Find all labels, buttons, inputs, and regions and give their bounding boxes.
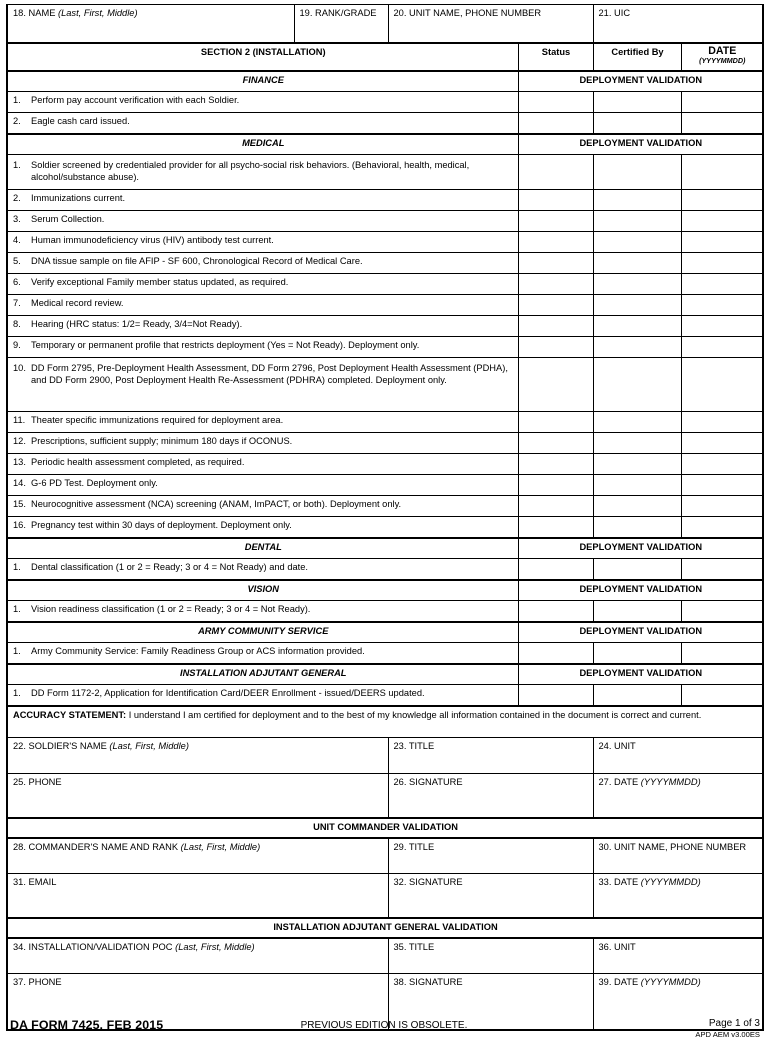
status-cell[interactable] [518,92,593,113]
group-header-dental [7,538,763,559]
field-34-hint: (Last, First, Middle) [175,941,255,952]
field-24-unit[interactable] [593,738,763,774]
certified-by-cell[interactable] [593,232,681,253]
item-number: 9. [13,340,21,350]
field-29-title[interactable] [388,838,593,874]
group-label-vision: VISION [7,580,518,601]
field-35-title[interactable] [388,938,593,974]
field-27-label: DATE [614,777,639,787]
accuracy-statement-label: ACCURACY STATEMENT: [13,709,127,720]
table-row [7,601,763,622]
table-row [7,454,763,475]
date-cell[interactable] [681,412,763,433]
item-medical-2 [7,190,518,211]
certified-by-cell[interactable] [593,454,681,475]
item-text: DD Form 2795, Pre-Deployment Health Assessment, DD Form 2796, Post Deployment Health Assessment (PDHA), and DD Form 2900, Post Deployment Health Re-Assessment (PDHRA) completed. Deployment only. [31,363,508,386]
table-row [7,113,763,134]
field-28-hint: (Last, First, Middle) [180,841,261,852]
group-label-iag: INSTALLATION ADJUTANT GENERAL [7,664,518,685]
date-cell[interactable] [681,517,763,538]
field-31-label: EMAIL [28,877,57,887]
date-cell[interactable] [681,274,763,295]
table-row [7,685,763,706]
item-text: Dental classification (1 or 2 = Ready; 3 or 4 = Not Ready) and date. [31,562,308,572]
field-32-label: SIGNATURE [409,877,463,887]
soldier-block-row-2 [7,774,763,818]
apd-version: APD AEM v3.00ES [695,1030,760,1039]
item-number: 7. [13,298,21,308]
accuracy-statement [7,706,763,738]
item-number: 2. [13,193,21,203]
status-cell[interactable] [518,253,593,274]
item-text: Perform pay account verification with each Soldier. [31,95,240,105]
field-18-label: NAME [28,8,56,18]
field-24-number: 24. [598,741,612,751]
field-26-label: SIGNATURE [409,777,463,787]
page-number: Page 1 of 3 [708,1018,760,1029]
status-cell[interactable] [518,316,593,337]
date-cell[interactable] [681,316,763,337]
field-33-date[interactable] [593,874,763,918]
group-label-acs: ARMY COMMUNITY SERVICE [7,622,518,643]
item-medical-3 [7,211,518,232]
field-18-name[interactable] [7,5,294,43]
section-title: SECTION 2 (INSTALLATION) [7,43,518,71]
accuracy-statement-text: I understand I am certified for deployment and to the best of my knowledge all information contained in the document is correct and current. [128,709,702,720]
item-text: Hearing (HRC status: 1/2= Ready, 3/4=Not Ready). [31,319,243,329]
certified-by-cell[interactable] [593,211,681,232]
item-number: 12. [13,436,26,446]
deployment-validation-iag: DEPLOYMENT VALIDATION [518,664,763,685]
field-33-number: 33. [598,877,612,887]
item-medical-16 [7,517,518,538]
deployment-validation-acs: DEPLOYMENT VALIDATION [518,622,763,643]
item-text: Soldier screened by credentialed provider for all psycho-social risk behaviors. (Behavioral, health, medical, alcohol/substance abuse). [31,160,470,183]
table-row [7,412,763,433]
item-medical-1 [7,155,518,190]
item-number: 14. [13,478,26,488]
status-cell[interactable] [518,433,593,454]
item-text: Human immunodeficiency virus (HIV) antibody test current. [31,235,274,245]
group-label-finance: FINANCE [7,71,518,92]
date-cell[interactable] [681,295,763,316]
item-number: 13. [13,457,26,467]
item-text: Army Community Service: Family Readiness Group or ACS information provided. [31,646,365,656]
table-row [7,559,763,580]
status-cell[interactable] [518,358,593,412]
status-cell[interactable] [518,496,593,517]
soldier-block-row-1 [7,738,763,774]
status-cell[interactable] [518,337,593,358]
certified-by-cell[interactable] [593,643,681,664]
field-34-number: 34. [13,941,26,952]
field-21-label: UIC [614,8,631,18]
item-iag-1 [7,685,518,706]
field-36-label: UNIT [614,941,636,952]
commander-block-row-1 [7,838,763,874]
field-23-title[interactable] [388,738,593,774]
item-finance-2 [7,113,518,134]
item-number: 10. [13,363,26,373]
status-cell[interactable] [518,211,593,232]
group-header-iag [7,664,763,685]
field-38-label: SIGNATURE [409,977,463,987]
date-cell[interactable] [681,601,763,622]
date-cell[interactable] [681,475,763,496]
field-26-number: 26. [393,777,407,787]
table-row [7,337,763,358]
item-text: Vision readiness classification (1 or 2 = Ready; 3 or 4 = Not Ready). [31,604,311,614]
commander-block-row-2 [7,874,763,918]
certified-by-cell[interactable] [593,155,681,190]
field-28-number: 28. [13,841,26,852]
commander-band-row [7,818,763,838]
previous-edition-notice: PREVIOUS EDITION IS OBSOLETE. [300,1020,468,1031]
item-number: 8. [13,319,21,329]
field-36-number: 36. [598,941,612,952]
field-25-phone[interactable] [7,774,388,818]
status-cell[interactable] [518,559,593,580]
item-medical-13 [7,454,518,475]
item-text: Prescriptions, sufficient supply; minimum 180 days if OCONUS. [31,436,293,446]
group-header-finance [7,71,763,92]
status-cell[interactable] [518,475,593,496]
field-28-label: COMMANDER'S NAME AND RANK [28,841,179,852]
field-36-unit[interactable] [593,938,763,974]
field-32-number: 32. [393,877,407,887]
field-39-label: DATE [614,977,639,987]
status-cell[interactable] [518,685,593,706]
table-row [7,475,763,496]
group-label-dental: DENTAL [7,538,518,559]
field-21-uic[interactable] [593,5,763,43]
table-row [7,643,763,664]
item-text: Medical record review. [31,298,124,308]
item-text: Neurocognitive assessment (NCA) screening (ANAM, ImPACT, or both). Deployment only. [31,499,402,509]
field-26-signature[interactable] [388,774,593,818]
certified-by-cell[interactable] [593,517,681,538]
field-23-number: 23. [393,741,407,751]
page-footer [6,1018,762,1052]
group-header-acs [7,622,763,643]
deployment-validation-dental: DEPLOYMENT VALIDATION [518,538,763,559]
certified-by-cell[interactable] [593,475,681,496]
certified-by-cell[interactable] [593,337,681,358]
group-label-medical: MEDICAL [7,134,518,155]
date-cell[interactable] [681,113,763,134]
accuracy-statement-row [7,706,763,738]
certified-by-cell[interactable] [593,295,681,316]
item-text: G-6 PD Test. Deployment only. [31,478,158,488]
column-header-date [681,43,763,71]
item-medical-15 [7,496,518,517]
status-cell[interactable] [518,155,593,190]
certified-by-cell[interactable] [593,601,681,622]
item-text: Periodic health assessment completed, as required. [31,457,245,467]
status-cell[interactable] [518,295,593,316]
date-cell[interactable] [681,454,763,475]
item-medical-12 [7,433,518,454]
date-cell[interactable] [681,92,763,113]
table-row [7,496,763,517]
certified-by-cell[interactable] [593,685,681,706]
table-row [7,253,763,274]
footer-right [695,1018,760,1039]
field-18-number: 18. [13,8,26,18]
item-number: 1. [13,160,21,170]
item-medical-8 [7,316,518,337]
item-text: Immunizations current. [31,193,126,203]
status-cell[interactable] [518,454,593,475]
column-header-status: Status [518,43,593,71]
certified-by-cell[interactable] [593,92,681,113]
item-number: 11. [13,415,26,425]
field-37-label: PHONE [28,977,62,987]
field-18-hint: (Last, First, Middle) [58,8,138,18]
deployment-validation-medical: DEPLOYMENT VALIDATION [518,134,763,155]
item-text: Theater specific immunizations required for deployment area. [31,415,284,425]
item-number: 4. [13,235,21,245]
certified-by-cell[interactable] [593,113,681,134]
item-number: 3. [13,214,21,224]
certified-by-cell[interactable] [593,358,681,412]
status-cell[interactable] [518,274,593,295]
form-identifier: DA FORM 7425, FEB 2015 [10,1018,164,1032]
status-cell[interactable] [518,190,593,211]
item-finance-1 [7,92,518,113]
item-text: DNA tissue sample on file AFIP - SF 600, Chronological Record of Medical Care. [31,256,363,266]
field-21-number: 21. [598,8,612,18]
item-number: 6. [13,277,21,287]
status-cell[interactable] [518,232,593,253]
field-29-label: TITLE [408,841,435,852]
iag-band-row [7,918,763,938]
certified-by-cell[interactable] [593,190,681,211]
field-39-hint: (YYYYMMDD) [640,977,701,987]
table-row [7,211,763,232]
field-19-rank-grade[interactable] [294,5,388,43]
item-number: 1. [13,562,21,572]
date-cell[interactable] [681,559,763,580]
item-medical-6 [7,274,518,295]
certified-by-cell[interactable] [593,559,681,580]
field-33-hint: (YYYYMMDD) [640,877,701,887]
status-cell[interactable] [518,412,593,433]
field-25-number: 25. [13,777,26,787]
item-number: 1. [13,604,21,614]
item-dental-1 [7,559,518,580]
field-30-number: 30. [598,841,612,852]
certified-by-cell[interactable] [593,412,681,433]
field-33-label: DATE [614,877,639,887]
date-cell[interactable] [681,433,763,454]
field-35-number: 35. [393,941,407,952]
table-row [7,92,763,113]
item-medical-10 [7,358,518,412]
field-19-label: RANK/GRADE [315,8,377,18]
field-27-hint: (YYYYMMDD) [640,777,701,787]
item-acs-1 [7,643,518,664]
field-19-number: 19. [299,8,313,18]
field-22-label: SOLDIER'S NAME [28,741,107,751]
item-text: Serum Collection. [31,214,105,224]
item-number: 16. [13,520,26,530]
field-29-number: 29. [393,841,407,852]
date-cell[interactable] [681,253,763,274]
deployment-validation-finance: DEPLOYMENT VALIDATION [518,71,763,92]
table-row [7,316,763,337]
field-22-number: 22. [13,741,26,751]
field-20-unit-phone[interactable] [388,5,593,43]
field-23-label: TITLE [408,741,435,751]
certified-by-cell[interactable] [593,433,681,454]
item-vision-1 [7,601,518,622]
item-text: DD Form 1172-2, Application for Identification Card/DEER Enrollment - issued/DEERS updated. [31,688,425,698]
table-row [7,190,763,211]
field-27-date[interactable] [593,774,763,818]
certified-by-cell[interactable] [593,253,681,274]
item-text: Eagle cash card issued. [31,116,130,126]
section-header-row [7,43,763,71]
field-22-hint: (Last, First, Middle) [109,741,189,751]
date-cell[interactable] [681,211,763,232]
item-text: Pregnancy test within 30 days of deployment. Deployment only. [31,520,292,530]
item-number: 5. [13,256,21,266]
column-header-certified-by: Certified By [593,43,681,71]
status-cell[interactable] [518,113,593,134]
field-31-email[interactable] [7,874,388,918]
table-row [7,155,763,190]
installation-adjutant-general-validation-band: INSTALLATION ADJUTANT GENERAL VALIDATION [7,918,763,938]
iag-block-row-1 [7,938,763,974]
certified-by-cell[interactable] [593,496,681,517]
item-medical-14 [7,475,518,496]
date-cell[interactable] [681,337,763,358]
field-37-number: 37. [13,977,26,987]
certified-by-cell[interactable] [593,316,681,337]
date-cell[interactable] [681,232,763,253]
status-cell[interactable] [518,601,593,622]
field-30-unit-phone[interactable] [593,838,763,874]
column-header-date-main: DATE [708,44,737,57]
field-32-signature[interactable] [388,874,593,918]
field-22-soldier-name[interactable] [7,738,388,774]
unit-commander-validation-band: UNIT COMMANDER VALIDATION [7,818,763,838]
item-medical-11 [7,412,518,433]
item-text: Temporary or permanent profile that restricts deployment (Yes = Not Ready). Deployment only. [31,340,420,350]
item-text: Verify exceptional Family member status updated, as required. [31,277,289,287]
date-cell[interactable] [681,155,763,190]
item-medical-4 [7,232,518,253]
field-27-number: 27. [598,777,612,787]
status-cell[interactable] [518,517,593,538]
item-number: 1. [13,646,21,656]
field-20-label: UNIT NAME, PHONE NUMBER [409,8,542,18]
field-35-label: TITLE [408,941,435,952]
deployment-validation-vision: DEPLOYMENT VALIDATION [518,580,763,601]
item-number: 2. [13,116,21,126]
item-number: 15. [13,499,26,509]
date-cell[interactable] [681,190,763,211]
item-number: 1. [13,95,21,105]
field-34-label: INSTALLATION/VALIDATION POC [28,941,173,952]
item-number: 1. [13,688,21,698]
table-row [7,232,763,253]
field-24-label: UNIT [614,741,636,751]
group-header-vision [7,580,763,601]
da-form-7425-table [6,4,764,1031]
status-cell[interactable] [518,643,593,664]
group-header-medical [7,134,763,155]
certified-by-cell[interactable] [593,274,681,295]
field-28-commander-name-rank[interactable] [7,838,388,874]
field-20-number: 20. [393,8,407,18]
identity-row [7,5,763,43]
table-row [7,295,763,316]
table-row [7,517,763,538]
date-cell[interactable] [681,496,763,517]
field-38-number: 38. [393,977,407,987]
table-row [7,358,763,412]
item-medical-9 [7,337,518,358]
column-header-date-format: (YYYYMMDD) [699,55,746,65]
field-34-installation-validation-poc[interactable] [7,938,388,974]
date-cell[interactable] [681,643,763,664]
date-cell[interactable] [681,358,763,412]
field-39-number: 39. [598,977,612,987]
item-medical-7 [7,295,518,316]
table-row [7,274,763,295]
item-medical-5 [7,253,518,274]
date-cell[interactable] [681,685,763,706]
field-30-label: UNIT NAME, PHONE NUMBER [614,841,747,852]
table-row [7,433,763,454]
field-31-number: 31. [13,877,26,887]
field-25-label: PHONE [28,777,62,787]
